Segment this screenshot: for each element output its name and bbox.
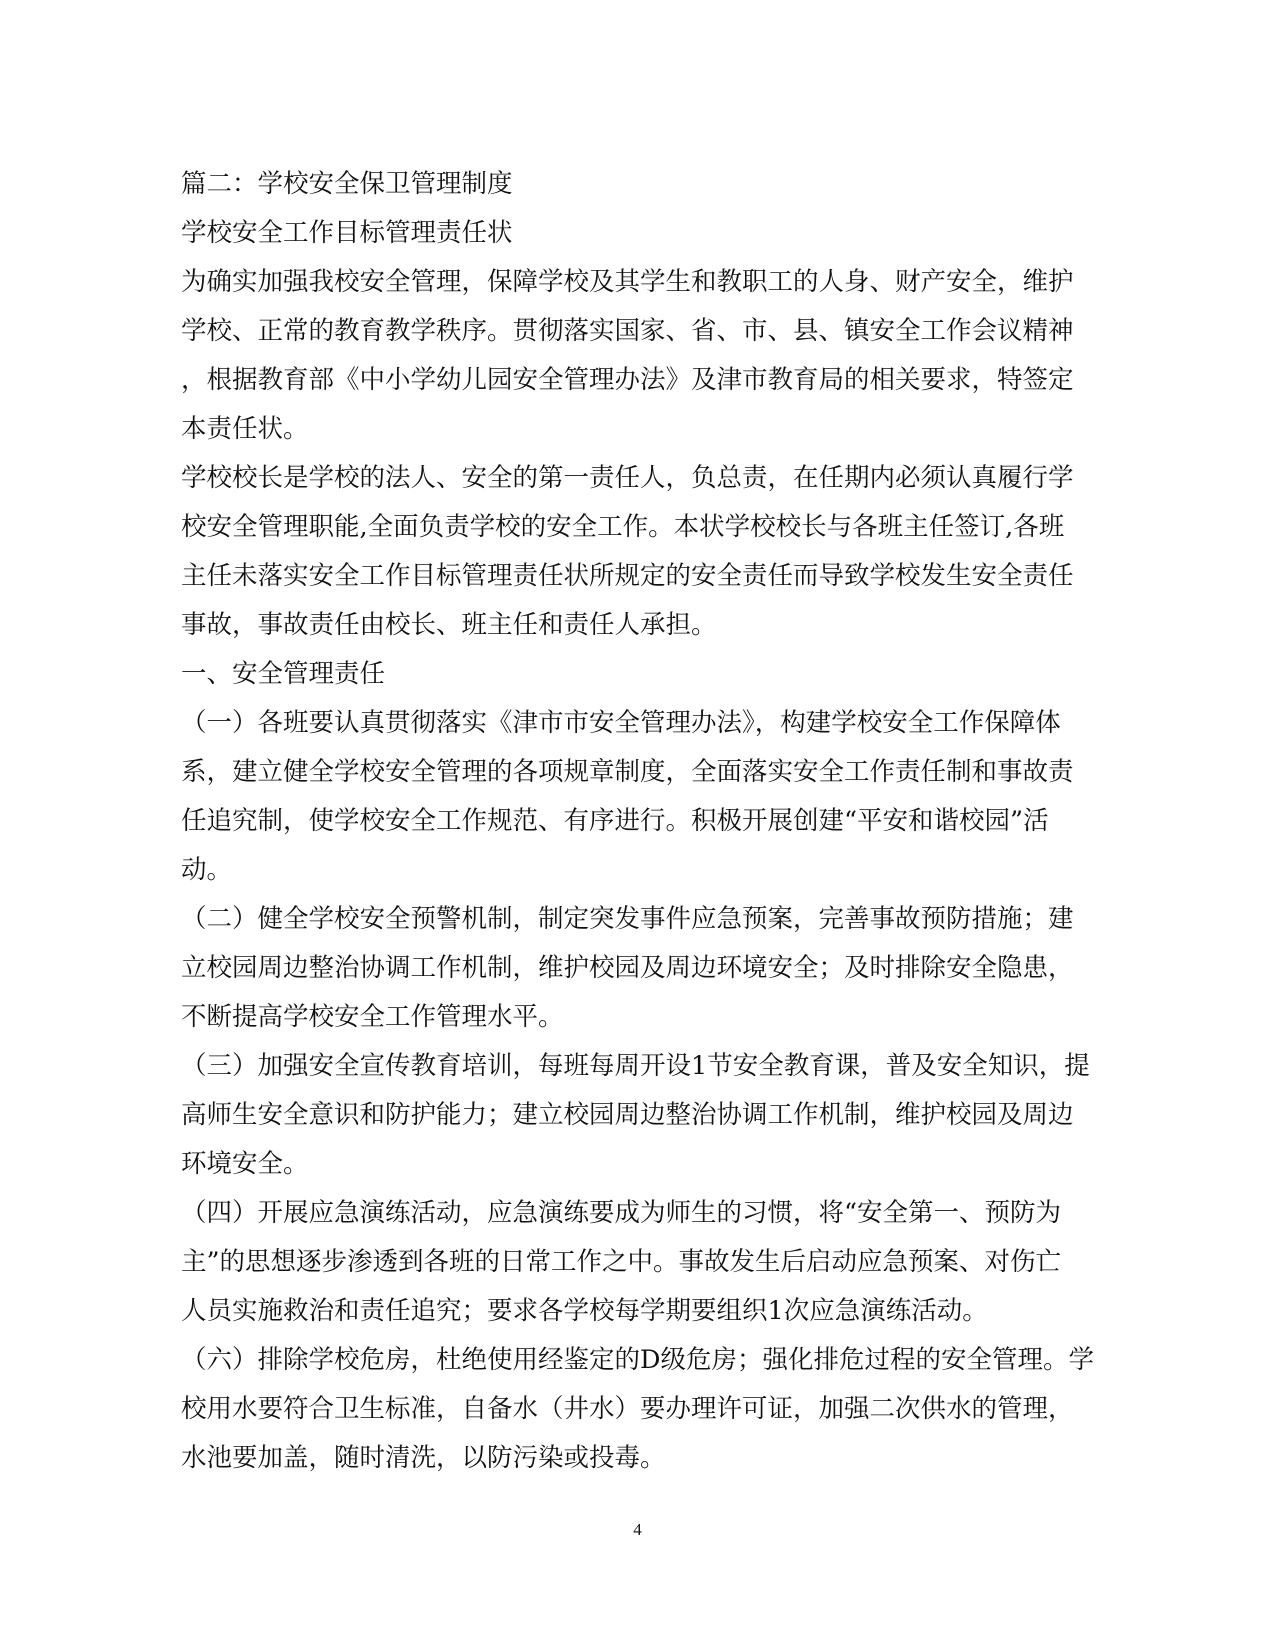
body-line: 立校园周边整治协调工作机制，维护校园及周边环境安全；及时排除安全隐患， [181, 953, 1074, 983]
body-line: 高师生安全意识和防护能力；建立校园周边整治协调工作机制，维护校园及周边 [181, 1100, 1074, 1130]
body-line: 人员实施救治和责任追究；要求各学校每学期要组织1次应急演练活动。 [181, 1296, 988, 1326]
body-line: 系，建立健全学校安全管理的各项规章制度，全面落实安全工作责任制和事故责 [181, 757, 1074, 787]
body-line: ，根据教育部《中小学幼儿园安全管理办法》及津市教育局的相关要求，特签定 [181, 365, 1074, 395]
body-line: 为确实加强我校安全管理，保障学校及其学生和教职工的人身、财产安全，维护 [181, 267, 1074, 297]
document-title: 学校安全工作目标管理责任状 [181, 218, 513, 248]
section-heading: 篇二：学校安全保卫管理制度 [181, 169, 513, 199]
body-line: 学校、正常的教育教学秩序。贯彻落实国家、省、市、县、镇安全工作会议精神 [181, 316, 1074, 346]
page-number: 4 [633, 1520, 642, 1539]
body-line: 校安全管理职能,全面负责学校的安全工作。本状学校校长与各班主任签订,各班 [181, 512, 1065, 542]
document-body [181, 160, 1094, 1483]
body-line: 环境安全。 [181, 1149, 309, 1179]
body-line: （一）各班要认真贯彻落实《津市市安全管理办法》，构建学校安全工作保障体 [181, 708, 1061, 738]
body-line: 主”的思想逐步渗透到各班的日常工作之中。事故发生后启动应急预案、对伤亡 [181, 1247, 1062, 1277]
body-line: 不断提高学校安全工作管理水平。 [181, 1002, 564, 1032]
body-line: 主任未落实安全工作目标管理责任状所规定的安全责任而导致学校发生安全责任 [181, 561, 1074, 591]
body-line: （二）健全学校安全预警机制，制定突发事件应急预案，完善事故预防措施；建 [181, 904, 1074, 934]
subsection-heading: 一、安全管理责任 [181, 659, 386, 689]
body-line: 事故，事故责任由校长、班主任和责任人承担。 [181, 610, 717, 640]
body-line: 本责任状。 [181, 414, 309, 444]
body-line: 水池要加盖，随时清洗，以防污染或投毒。 [181, 1443, 666, 1473]
body-line: 动。 [181, 855, 233, 885]
body-line: 校用水要符合卫生标准，自备水（井水）要办理许可证，加强二次供水的管理， [181, 1394, 1074, 1424]
body-line: （三）加强安全宣传教育培训，每班每周开设1节安全教育课，普及安全知识，提 [181, 1051, 1090, 1081]
body-line: 任追究制，使学校安全工作规范、有序进行。积极开展创建“平安和谐校园”活 [181, 806, 1049, 836]
body-line: （六）排除学校危房，杜绝使用经鉴定的D级危房；强化排危过程的安全管理。学 [181, 1345, 1094, 1375]
body-line: （四）开展应急演练活动，应急演练要成为师生的习惯，将“安全第一、预防为 [181, 1198, 1062, 1228]
body-line: 学校校长是学校的法人、安全的第一责任人，负总责，在任期内必须认真履行学 [181, 463, 1074, 493]
